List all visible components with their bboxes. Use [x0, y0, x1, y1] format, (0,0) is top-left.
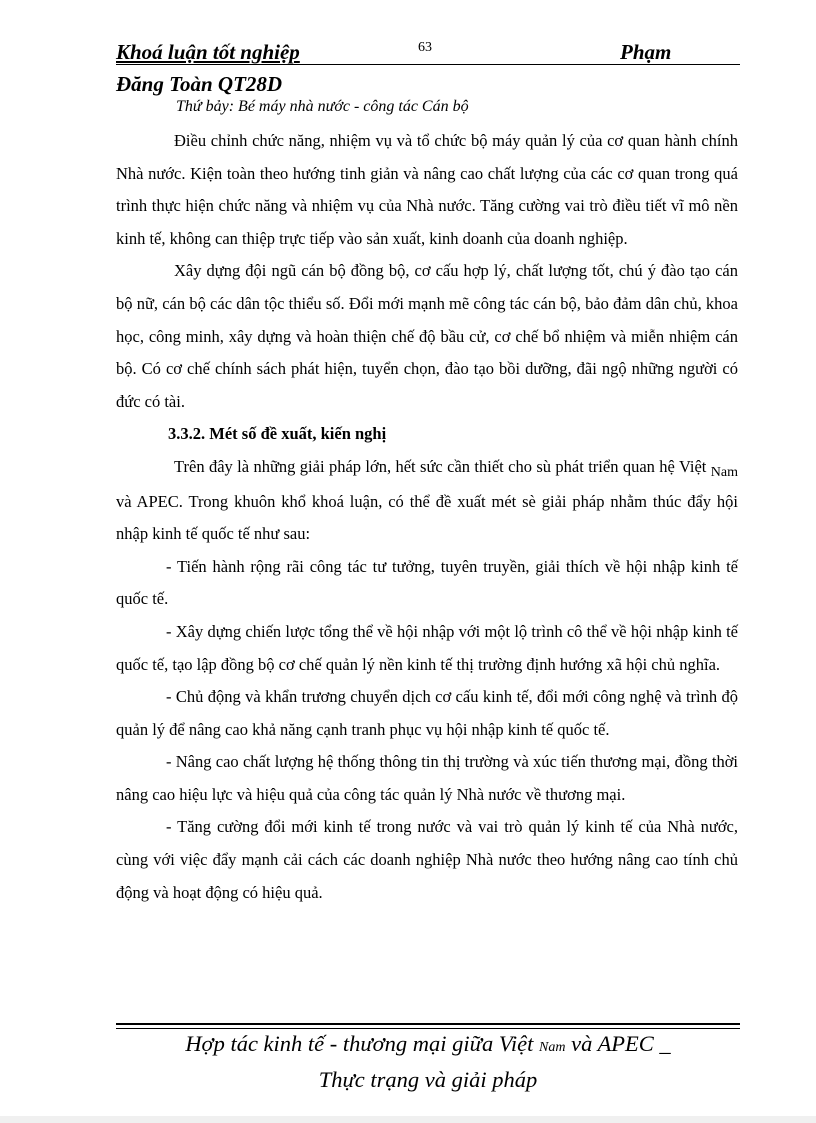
footer-line-1 [110, 1028, 746, 1064]
bullet-5: - Tăng cường đổi mới kinh tế trong nước và vai trò quản lý kinh tế của Nhà nước, cùng với việc đẩy mạnh cải cách các doanh nghiệp Nhà nước theo hướng nâng cao tính chủ động và hoạt động có hiệu quả. [116, 817, 738, 902]
section-label: Thứ bảy: Bé máy nhà nước - công tác Cán bộ [176, 98, 469, 115]
footer-line-1-part-b: và APEC _ [571, 1031, 671, 1056]
header-title-left: Khoá luận tốt nghiệp [116, 40, 300, 64]
body-text [116, 125, 738, 909]
bullet-4: - Nâng cao chất lượng hệ thống thông tin thị trường và xúc tiến thương mại, đồng thời nâng cao hiệu lực và hiệu quả của công tác quản lý Nhà nước về thương mại. [116, 752, 738, 804]
paragraph-3-part-a: Trên đây là những giải pháp lớn, hết sức cần thiết cho sù phát triển quan hệ Việt [174, 456, 707, 476]
paragraph-2: Xây dựng đội ngũ cán bộ đồng bộ, cơ cấu hợp lý, chất lượng tốt, chú ý đào tạo cán bộ nữ, cán bộ các dân tộc thiểu số. Đổi mới mạnh mẽ công tác cán bộ, bảo đảm dân chủ, khoa học, công minh, xây dựng và hoàn thiện chế độ bầu cử, cơ chế bổ nhiệm và miễn nhiệm cán bộ. Có cơ chế chính sách phát hiện, tuyển chọn, đào tạo bồi dưỡng, đãi ngộ những người có đức có tài. [116, 261, 738, 411]
page-number: 63 [418, 40, 432, 55]
footer-line-1-part-a: Hợp tác kinh tế - thương mại giữa Việt [185, 1031, 534, 1056]
paragraph-3-part-b: và APEC. Trong khuôn khổ khoá luận, có thể đề xuất mét sè giải pháp nhằm thúc đẩy hội nhập kinh tế quốc tế như sau: [116, 491, 738, 544]
footer-line-2: Thực trạng và giải pháp [318, 1067, 538, 1092]
bullet-1: - Tiến hành rộng rãi công tác tư tưởng, tuyên truyền, giải thích về hội nhập kinh tế quốc tế. [116, 556, 738, 609]
paragraph-3-nam: Nam [710, 464, 739, 480]
header-title-right: Phạm [620, 40, 672, 64]
bullet-3: - Chủ động và khẩn trương chuyển dịch cơ cấu kinh tế, đổi mới công nghệ và trình độ quản lý để nâng cao khả năng cạnh tranh phục vụ hội nhập kinh tế quốc tế. [116, 687, 738, 739]
header-author: Đăng Toàn QT28D [116, 72, 283, 96]
bullet-2: - Xây dựng chiến lược tổng thể về hội nhập với một lộ trình cô thể về hội nhập kinh tế quốc tế, tạo lập đồng bộ cơ chế quản lý nền kinh tế thị trường định hướng xã hội chủ nghĩa. [116, 621, 738, 674]
footer-line-1-nam: Nam [539, 1040, 566, 1055]
header-rule [116, 64, 740, 65]
paragraph-3 [116, 451, 738, 551]
subheading: 3.3.2. Mét số đề xuất, kiến nghị [168, 424, 387, 444]
page-bottom-strip [0, 1116, 816, 1123]
footer-rule-thick [116, 1023, 740, 1025]
footer-title [110, 1028, 746, 1096]
paragraph-1: Điều chỉnh chức năng, nhiệm vụ và tổ chức bộ máy quản lý của cơ quan hành chính Nhà nước. Kiện toàn theo hướng tinh giản và nâng cao chất lượng của các cơ quan trong quá trình thực hiện chức năng và nhiệm vụ của Nhà nước. Tăng cường vai trò điều tiết vĩ mô nền kinh tế, không can thiệp trực tiếp vào sản xuất, kinh doanh của doanh nghiệp. [116, 131, 738, 248]
